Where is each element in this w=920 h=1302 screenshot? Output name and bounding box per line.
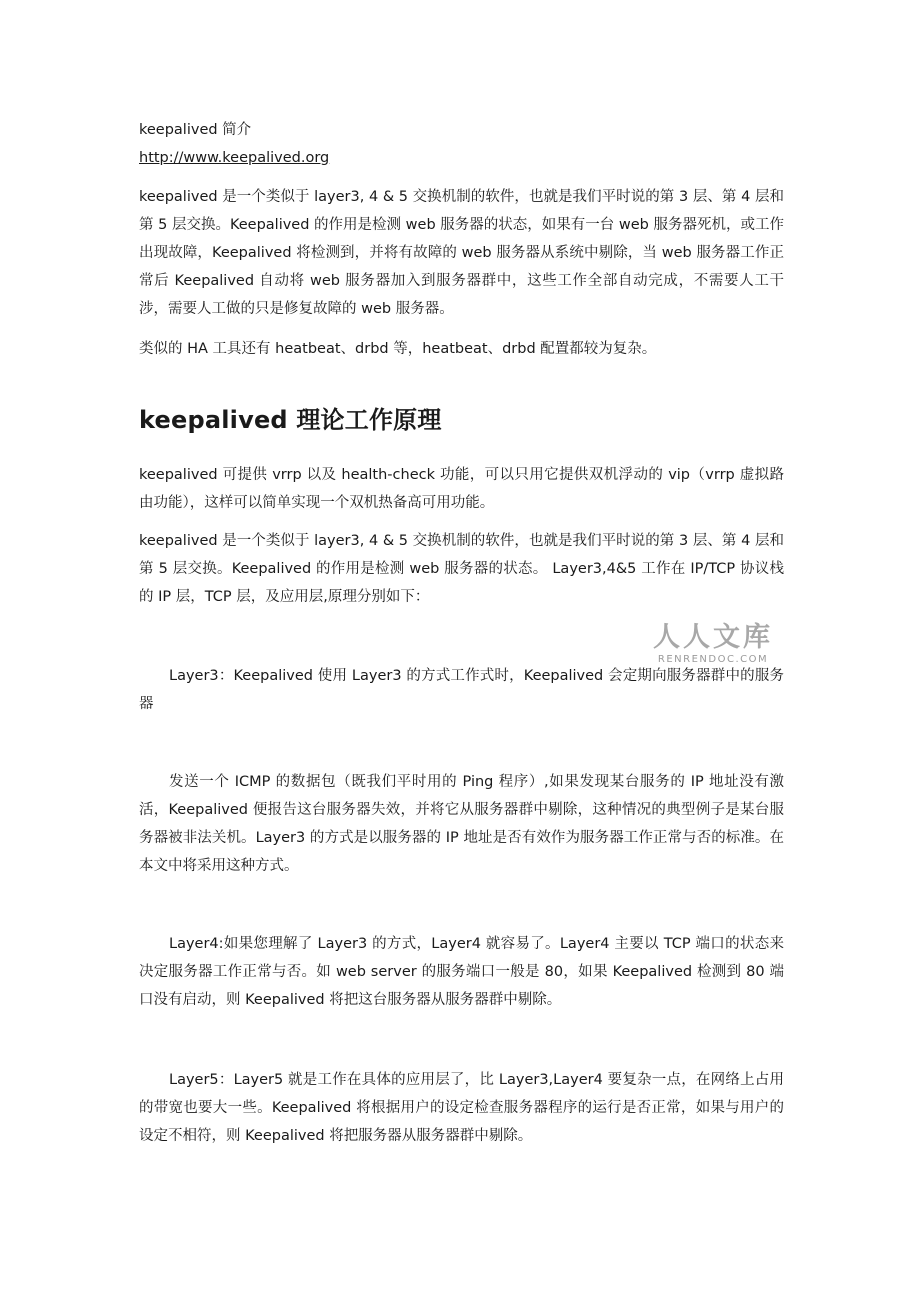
watermark-logo-text: 人人文库 <box>653 622 773 653</box>
intro-title: keepalived 简介 <box>139 122 252 138</box>
layer3-paragraph: Layer3：Keepalived 使用 Layer3 的方式工作式时，Keepalived 会定期向服务器群中的服务器 <box>139 668 784 712</box>
layer5-paragraph: Layer5：Layer5 就是工作在具体的应用层了，比 Layer3,Layer4 要复杂一点，在网络上占用的带宽也要大一些。Keepalived 将根据用户的设定检查服务器程序的运行是否正常，如果与用户的设定不相符，则 Keepalived 将把服务器从服务器群中剔除。 <box>139 1072 784 1144</box>
layer4-paragraph: Layer4:如果您理解了 Layer3 的方式，Layer4 就容易了。Layer4 主要以 TCP 端口的状态来决定服务器工作正常与否。如 web server 的服务端口一般是 80，如果 Keepalived 检测到 80 端口没有启动，则 Keepalived 将把这台服务器从服务器群中剔除。 <box>139 936 784 1008</box>
vrrp-paragraph: keepalived 可提供 vrrp 以及 health-check 功能，可以只用它提供双机浮动的 vip（vrrp 虚拟路由功能），这样可以简单实现一个双机热备高可用功能。 <box>139 467 784 511</box>
renrendoc-watermark <box>648 622 778 666</box>
section-heading: keepalived 理论工作原理 <box>139 406 442 434</box>
layer3-detail-paragraph: 发送一个 ICMP 的数据包（既我们平时用的 Ping 程序）,如果发现某台服务的 IP 地址没有激活，Keepalived 便报告这台服务器失效，并将它从服务器群中剔除，这种情况的典型例子是某台服务器被非法关机。Layer3 的方式是以服务器的 IP 地址是否有效作为服务器工作正常与否的标准。在本文中将采用这种方式。 <box>139 774 784 874</box>
intro-paragraph: keepalived 是一个类似于 layer3, 4 & 5 交换机制的软件，也就是我们平时说的第 3 层、第 4 层和第 5 层交换。Keepalived 的作用是检测 web 服务器的状态，如果有一台 web 服务器死机，或工作出现故障，Keepalived 将检测到，并将有故障的 web 服务器从系统中剔除，当 web 服务器工作正常后 Keepalived 自动将 web 服务器加入到服务器群中，这些工作全部自动完成，不需要人工干涉，需要人工做的只是修复故障的 web 服务器。 <box>139 189 784 317</box>
watermark-domain-text: RENRENDOC.COM <box>657 654 769 665</box>
ha-tools-paragraph: 类似的 HA 工具还有 heatbeat、drbd 等，heatbeat、drbd 配置都较为复杂。 <box>139 341 657 357</box>
layers-overview-paragraph: keepalived 是一个类似于 layer3, 4 & 5 交换机制的软件，也就是我们平时说的第 3 层、第 4 层和第 5 层交换。Keepalived 的作用是检测 web 服务器的状态。 Layer3,4&5 工作在 IP/TCP 协议栈的 IP 层，TCP 层，及应用层,原理分别如下： <box>139 533 784 605</box>
keepalived-website-link[interactable]: http://www.keepalived.org <box>139 150 330 166</box>
